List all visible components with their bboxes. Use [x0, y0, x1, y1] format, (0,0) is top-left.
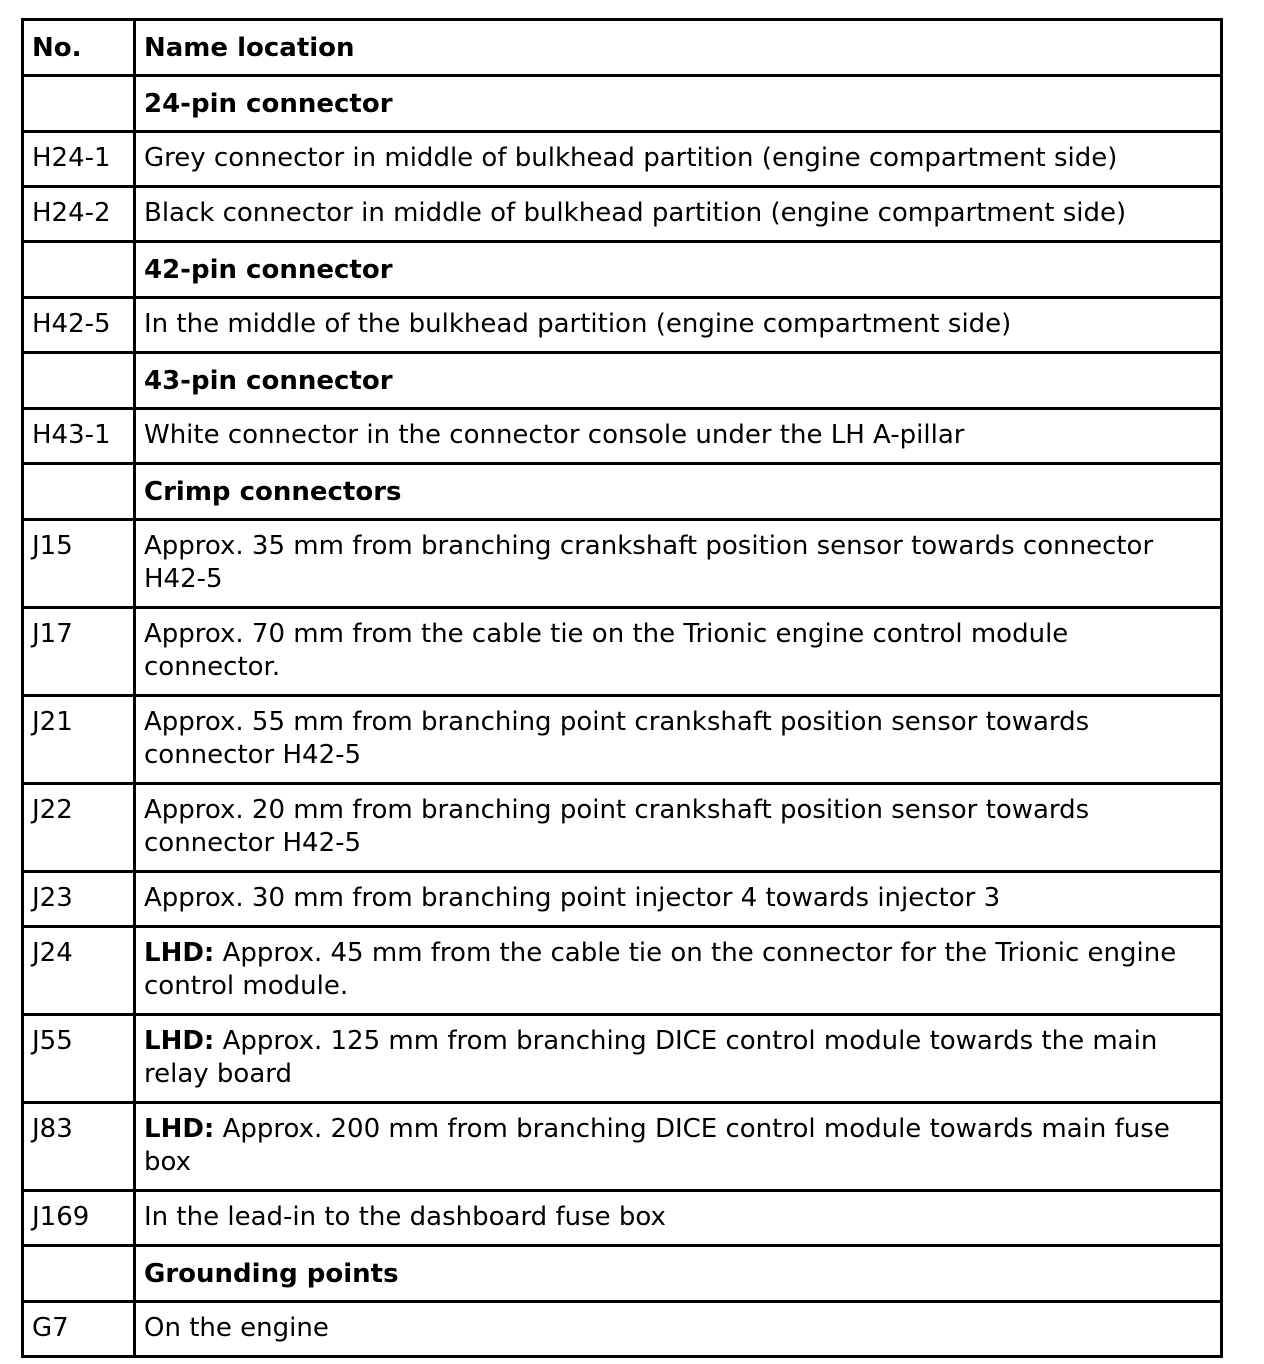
section-row [23, 1246, 1222, 1302]
location-text: Approx. 20 mm from branching point crankshaft position sensor towards connector H42-5 [144, 795, 1090, 858]
location-cell [135, 1191, 1222, 1246]
location-text: In the middle of the bulkhead partition (engine compartment side) [144, 309, 1012, 339]
location-text: On the engine [144, 1313, 329, 1343]
location-cell [135, 927, 1222, 1015]
section-row [23, 353, 1222, 409]
location-cell [135, 409, 1222, 464]
table-row [23, 298, 1222, 353]
location-cell [135, 298, 1222, 353]
table-row [23, 927, 1222, 1015]
row-number-cell: J83 [23, 1103, 135, 1191]
row-number-cell [23, 76, 135, 132]
lhd-label: LHD: [144, 1114, 215, 1144]
location-text: Approx. 70 mm from the cable tie on the Trionic engine control module connector. [144, 619, 1069, 682]
section-title-cell: 43-pin connector [135, 353, 1222, 409]
table-body [23, 20, 1222, 1357]
row-number-cell: J55 [23, 1015, 135, 1103]
table-row [23, 608, 1222, 696]
row-number-cell: J21 [23, 696, 135, 784]
table-row [23, 1191, 1222, 1246]
table-row [23, 187, 1222, 242]
location-cell [135, 784, 1222, 872]
row-number-cell: G7 [23, 1302, 135, 1357]
table-row [23, 520, 1222, 608]
table-row [23, 1103, 1222, 1191]
section-row [23, 242, 1222, 298]
header-name-location: Name location [135, 20, 1222, 76]
location-cell [135, 1103, 1222, 1191]
row-number-cell: H42-5 [23, 298, 135, 353]
row-number-cell [23, 242, 135, 298]
location-cell [135, 1015, 1222, 1103]
location-cell [135, 1302, 1222, 1357]
table-row [23, 409, 1222, 464]
location-text: Approx. 125 mm from branching DICE control module towards the main relay board [144, 1026, 1158, 1089]
section-title-cell: 24-pin connector [135, 76, 1222, 132]
section-title-cell: Crimp connectors [135, 464, 1222, 520]
row-number-cell [23, 464, 135, 520]
location-cell [135, 872, 1222, 927]
table-row [23, 1015, 1222, 1103]
location-text: Grey connector in middle of bulkhead partition (engine compartment side) [144, 143, 1118, 173]
row-number-cell [23, 353, 135, 409]
location-text: Black connector in middle of bulkhead partition (engine compartment side) [144, 198, 1127, 228]
row-number-cell: H24-2 [23, 187, 135, 242]
location-text: Approx. 55 mm from branching point crankshaft position sensor towards connector H42-5 [144, 707, 1090, 770]
row-number-cell: H43-1 [23, 409, 135, 464]
section-row [23, 76, 1222, 132]
row-number-cell: H24-1 [23, 132, 135, 187]
row-number-cell: J169 [23, 1191, 135, 1246]
lhd-label: LHD: [144, 938, 215, 968]
table-row [23, 696, 1222, 784]
location-text: Approx. 45 mm from the cable tie on the connector for the Trionic engine control module. [144, 938, 1177, 1001]
header-no: No. [23, 20, 135, 76]
row-number-cell: J23 [23, 872, 135, 927]
connector-location-table [21, 18, 1223, 1358]
location-text: Approx. 30 mm from branching point injector 4 towards injector 3 [144, 883, 1001, 913]
location-cell [135, 187, 1222, 242]
row-number-cell [23, 1246, 135, 1302]
section-title-cell: 42-pin connector [135, 242, 1222, 298]
section-title-cell: Grounding points [135, 1246, 1222, 1302]
table-header-row [23, 20, 1222, 76]
location-cell [135, 608, 1222, 696]
table-row [23, 132, 1222, 187]
row-number-cell: J17 [23, 608, 135, 696]
section-row [23, 464, 1222, 520]
location-text: Approx. 200 mm from branching DICE control module towards main fuse box [144, 1114, 1170, 1177]
location-text: In the lead-in to the dashboard fuse box [144, 1202, 666, 1232]
table-row [23, 872, 1222, 927]
lhd-label: LHD: [144, 1026, 215, 1056]
table-row [23, 784, 1222, 872]
location-text: White connector in the connector console under the LH A-pillar [144, 420, 965, 450]
location-cell [135, 132, 1222, 187]
row-number-cell: J24 [23, 927, 135, 1015]
row-number-cell: J15 [23, 520, 135, 608]
location-cell [135, 696, 1222, 784]
row-number-cell: J22 [23, 784, 135, 872]
table-row [23, 1302, 1222, 1357]
location-cell [135, 520, 1222, 608]
location-text: Approx. 35 mm from branching crankshaft position sensor towards connector H42-5 [144, 531, 1154, 594]
